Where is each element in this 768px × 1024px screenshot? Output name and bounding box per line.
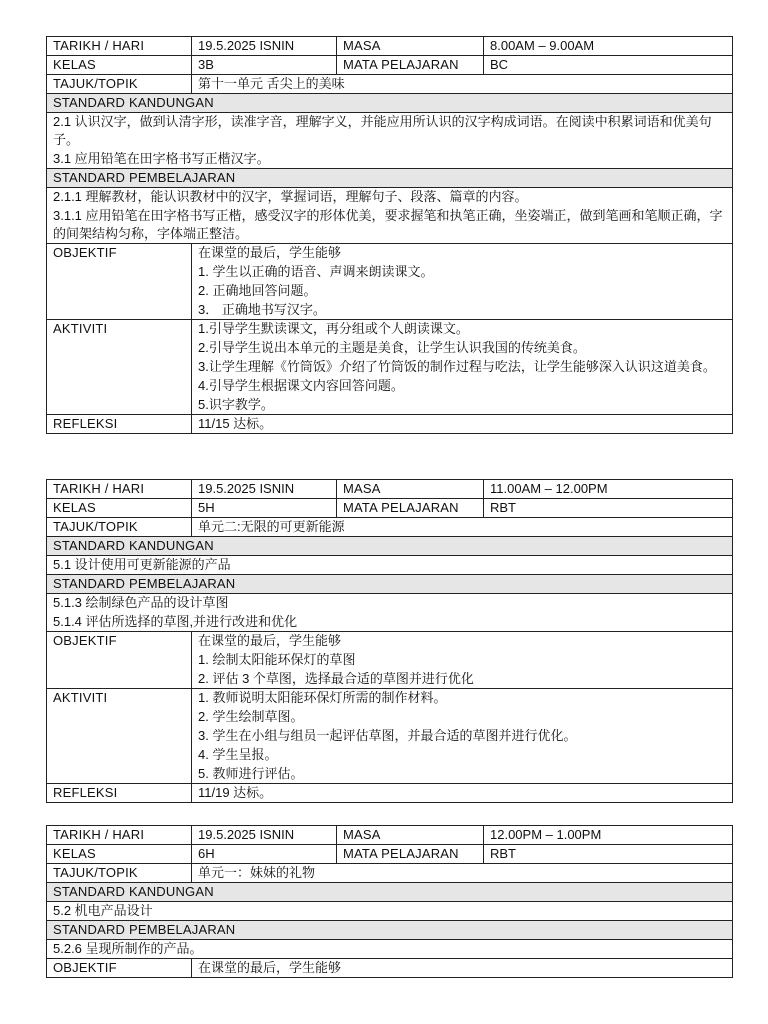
learning-standard-item: 5.1.3 绘制绿色产品的设计草图: [53, 595, 229, 610]
subject-value: RBT: [484, 845, 733, 864]
header-row-date: [47, 480, 733, 499]
date-value: 19.5.2025 ISNIN: [192, 37, 337, 56]
learning-standard-cell: [47, 594, 733, 632]
objective-label: OBJEKTIF: [47, 632, 192, 689]
activity-item: 1. 教师说明太阳能环保灯所需的制作材料。: [198, 690, 447, 705]
topic-value: 第十一单元 舌尖上的美味: [192, 75, 733, 94]
activity-label: AKTIVITI: [47, 689, 192, 784]
reflection-row: [47, 415, 733, 434]
activity-item: 4. 学生呈报。: [198, 747, 278, 762]
content-standard-item: 2.1 认识汉字，做到认清字形，读准字音，理解字义，并能应用所认识的汉字构成词语。在阅读中积累词语和优美句子。: [53, 114, 712, 147]
learning-standard-heading-row: [47, 575, 733, 594]
learning-standard-heading-row: [47, 921, 733, 940]
class-label: KELAS: [47, 56, 192, 75]
date-label: TARIKH / HARI: [47, 826, 192, 845]
objective-item: 在课堂的最后，学生能够: [198, 960, 342, 975]
reflection-label: REFLEKSI: [47, 784, 192, 803]
activity-item: 4.引导学生根据课文内容回答问题。: [198, 378, 404, 393]
objective-item: 1. 绘制太阳能环保灯的草图: [198, 652, 356, 667]
content-standard-heading: STANDARD KANDUNGAN: [47, 883, 733, 902]
content-standard-heading-row: [47, 883, 733, 902]
objective-cell: [192, 959, 733, 978]
activity-cell: [192, 320, 733, 415]
learning-standard-item: 2.1.1 理解教材，能认识教材中的汉字，掌握词语，理解句子、段落、篇章的内容。: [53, 189, 528, 204]
topic-label: TAJUK/TOPIK: [47, 75, 192, 94]
topic-label: TAJUK/TOPIK: [47, 518, 192, 537]
learning-standard-item: 3.1.1 应用铅笔在田字格书写正楷，感受汉字的形体优美，要求握笔和执笔正确，坐姿端正，做到笔画和笔顺正确，字的间架结构匀称，字体端正整洁。: [53, 208, 723, 241]
content-standard-heading-row: [47, 537, 733, 556]
header-row-class: [47, 56, 733, 75]
learning-standard-cell: [47, 940, 733, 959]
header-row-class: [47, 845, 733, 864]
topic-row: [47, 518, 733, 537]
objective-item: 1. 学生以正确的语音、声调来朗读课文。: [198, 264, 434, 279]
learning-standard-heading: STANDARD PEMBELAJARAN: [47, 169, 733, 188]
learning-standard-heading: STANDARD PEMBELAJARAN: [47, 575, 733, 594]
reflection-label: REFLEKSI: [47, 415, 192, 434]
class-value: 3B: [192, 56, 337, 75]
content-standard-cell: [47, 556, 733, 575]
subject-label: MATA PELAJARAN: [337, 845, 484, 864]
objective-item: 2. 评估 3 个草图，选择最合适的草图并进行优化: [198, 671, 474, 686]
header-row-date: [47, 826, 733, 845]
content-standard-row: [47, 902, 733, 921]
lesson-plan-table: [46, 825, 733, 978]
objective-row: [47, 244, 733, 320]
content-standard-heading: STANDARD KANDUNGAN: [47, 537, 733, 556]
content-standard-heading: STANDARD KANDUNGAN: [47, 94, 733, 113]
topic-row: [47, 75, 733, 94]
content-standard-row: [47, 556, 733, 575]
subject-label: MATA PELAJARAN: [337, 499, 484, 518]
subject-label: MATA PELAJARAN: [337, 56, 484, 75]
activity-item: 5.识字教学。: [198, 397, 274, 412]
content-standard-cell: [47, 113, 733, 169]
topic-row: [47, 864, 733, 883]
objective-item: 3． 正确地书写汉字。: [198, 302, 326, 317]
learning-standard-item: 5.1.4 评估所选择的草图,并进行改进和优化: [53, 614, 298, 629]
reflection-value: 11/15 达标。: [192, 415, 733, 434]
content-standard-item: 5.2 机电产品设计: [53, 903, 153, 918]
lesson-plan-table: [46, 479, 733, 803]
learning-standard-row: [47, 188, 733, 244]
activity-item: 1.引导学生默读课文，再分组或个人朗读课文。: [198, 321, 469, 336]
reflection-row: [47, 784, 733, 803]
objective-row: [47, 959, 733, 978]
activity-cell: [192, 689, 733, 784]
header-row-class: [47, 499, 733, 518]
objective-item: 在课堂的最后，学生能够: [198, 245, 342, 260]
activity-item: 2.引导学生说出本单元的主题是美食，让学生认识我国的传统美食。: [198, 340, 586, 355]
activity-label: AKTIVITI: [47, 320, 192, 415]
objective-cell: [192, 632, 733, 689]
class-label: KELAS: [47, 845, 192, 864]
content-standard-item: 5.1 设计使用可更新能源的产品: [53, 557, 231, 572]
time-value: 12.00PM – 1.00PM: [484, 826, 733, 845]
objective-label: OBJEKTIF: [47, 244, 192, 320]
time-label: MASA: [337, 826, 484, 845]
time-value: 8.00AM – 9.00AM: [484, 37, 733, 56]
topic-label: TAJUK/TOPIK: [47, 864, 192, 883]
learning-standard-item: 5.2.6 呈现所制作的产品。: [53, 941, 203, 956]
reflection-value: 11/19 达标。: [192, 784, 733, 803]
objective-cell: [192, 244, 733, 320]
date-value: 19.5.2025 ISNIN: [192, 480, 337, 499]
time-label: MASA: [337, 480, 484, 499]
activity-item: 2. 学生绘制草图。: [198, 709, 304, 724]
class-label: KELAS: [47, 499, 192, 518]
topic-value: 单元一：妹妹的礼物: [192, 864, 733, 883]
objective-item: 在课堂的最后，学生能够: [198, 633, 342, 648]
learning-standard-row: [47, 594, 733, 632]
activity-item: 5. 教师进行评估。: [198, 766, 304, 781]
content-standard-cell: [47, 902, 733, 921]
subject-value: RBT: [484, 499, 733, 518]
learning-standard-heading-row: [47, 169, 733, 188]
time-label: MASA: [337, 37, 484, 56]
subject-value: BC: [484, 56, 733, 75]
date-value: 19.5.2025 ISNIN: [192, 826, 337, 845]
objective-item: 2. 正确地回答问题。: [198, 283, 317, 298]
topic-value: 单元二:无限的可更新能源: [192, 518, 733, 537]
content-standard-item: 3.1 应用铅笔在田字格书写正楷汉字。: [53, 151, 270, 166]
header-row-date: [47, 37, 733, 56]
class-value: 5H: [192, 499, 337, 518]
activity-item: 3.让学生理解《竹筒饭》介绍了竹筒饭的制作过程与吃法，让学生能够深入认识这道美食。: [198, 359, 716, 374]
class-value: 6H: [192, 845, 337, 864]
activity-item: 3. 学生在小组与组员一起评估草图，并最合适的草图并进行优化。: [198, 728, 577, 743]
learning-standard-cell: [47, 188, 733, 244]
date-label: TARIKH / HARI: [47, 480, 192, 499]
learning-standard-heading: STANDARD PEMBELAJARAN: [47, 921, 733, 940]
content-standard-row: [47, 113, 733, 169]
objective-label: OBJEKTIF: [47, 959, 192, 978]
objective-row: [47, 632, 733, 689]
lesson-plan-table: [46, 36, 733, 434]
activity-row: [47, 320, 733, 415]
learning-standard-row: [47, 940, 733, 959]
activity-row: [47, 689, 733, 784]
date-label: TARIKH / HARI: [47, 37, 192, 56]
content-standard-heading-row: [47, 94, 733, 113]
time-value: 11.00AM – 12.00PM: [484, 480, 733, 499]
